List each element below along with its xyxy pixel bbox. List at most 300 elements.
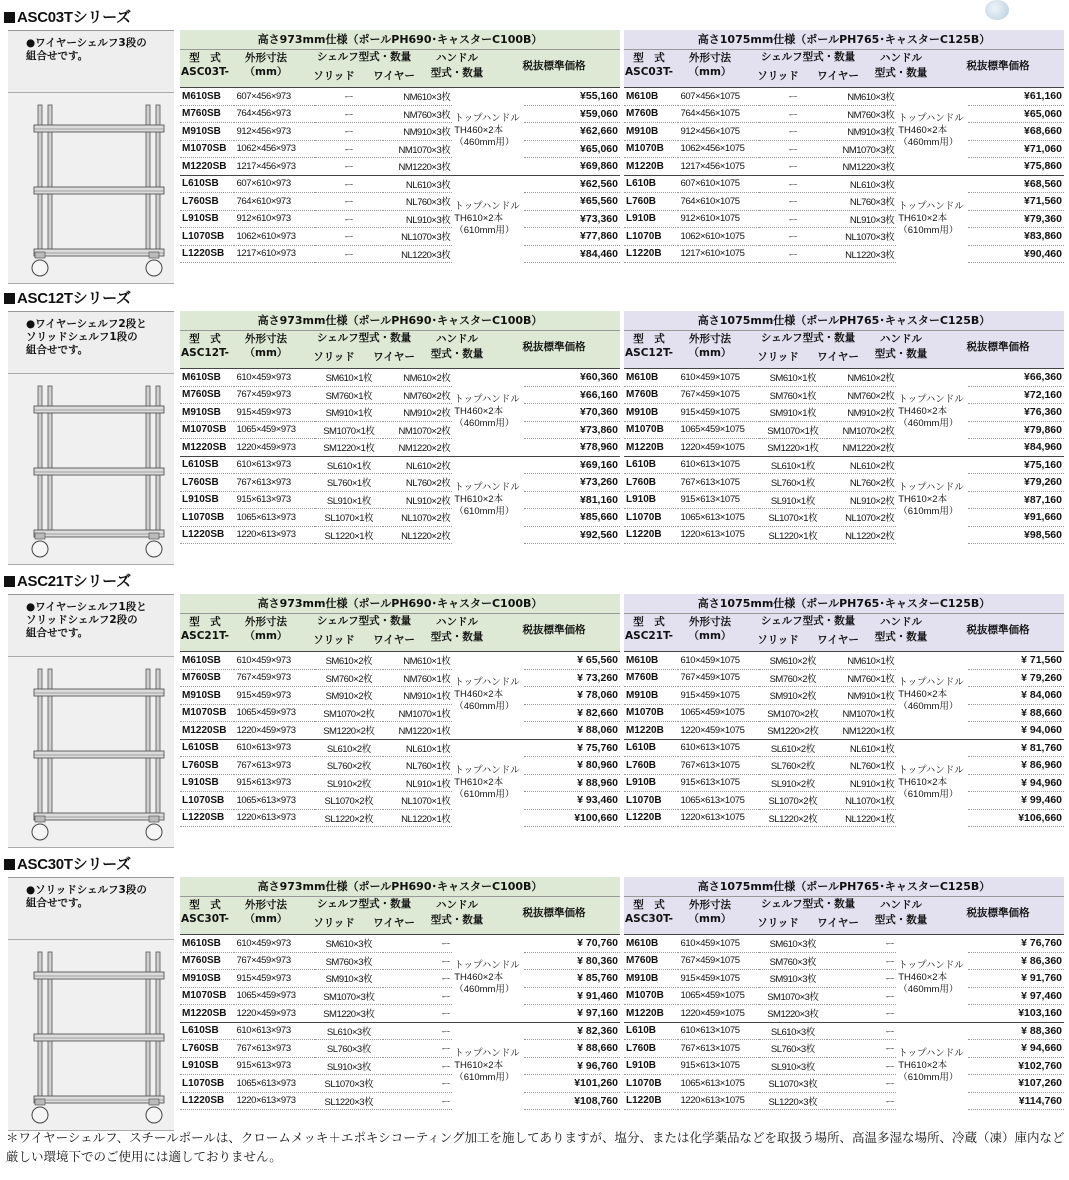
price: ¥ 88,960 [524,774,620,792]
dimensions: 610×613×1075 [678,1022,759,1040]
wire-shelf: NM760×1枚 [383,669,453,687]
solid-shelf: SM760×2枚 [759,669,827,687]
handle-spec: トップハンドル TH610×2本 （610mm用） [896,1022,968,1110]
table-row [624,809,1064,827]
solid-shelf: SM1220×2枚 [315,722,383,740]
table-row [624,456,1064,474]
col-wire-header: ワイヤー [817,634,859,646]
dimensions: 610×613×973 [234,1022,315,1040]
col-price-header: 税抜標準価格 [522,341,586,353]
model-code: M760B [624,105,678,123]
table-row [180,1075,620,1093]
model-code: M760B [624,952,678,970]
col-handle-header: ハンドル [880,899,922,911]
model-code: L760SB [180,757,234,775]
model-code: L910SB [180,210,234,228]
solid-shelf: SL760×2枚 [315,757,383,775]
table-row [180,704,620,722]
price: ¥ 88,660 [968,704,1064,722]
dimensions: 767×613×973 [234,1040,315,1058]
price: ¥114,760 [968,1092,1064,1110]
price: ¥101,260 [524,1075,620,1093]
model-code: M1220B [624,158,678,176]
price: ¥70,360 [524,404,620,422]
solid-shelf: SM910×1枚 [315,404,383,422]
dimensions: 610×459×1075 [678,652,759,669]
wire-shelf: NM610×1枚 [383,652,453,669]
table-row [180,439,620,457]
model-code: L610SB [180,175,234,193]
model-code: M1220B [624,1005,678,1023]
dimensions: 767×613×973 [234,474,315,492]
solid-shelf: SL760×1枚 [315,474,383,492]
wire-shelf: NL1220×2枚 [383,526,453,544]
col-dim-header: （mm） [244,913,288,925]
price: ¥ 75,760 [524,739,620,757]
price: ¥91,660 [968,509,1064,527]
col-solid-header: ソリッド [757,70,799,82]
wire-shelf: ー [383,935,453,952]
model-code: M910SB [180,970,234,988]
table-row [180,722,620,740]
col-type-header: 型 式 [633,333,665,345]
model-code: M1220SB [180,158,234,176]
shelf-rack-illustration [8,657,174,847]
product-image [8,656,174,848]
col-type-header: ASC30T- [625,913,673,925]
table-row [624,228,1064,246]
table-row [624,193,1064,211]
col-price-header: 税抜標準価格 [522,624,586,636]
solid-shelf: ー [315,158,383,176]
left-spec-table [180,88,620,263]
wire-shelf: NM760×3枚 [383,105,453,123]
col-solid-header: ソリッド [757,634,799,646]
wire-shelf: NL1220×3枚 [383,245,453,263]
dimensions: 1220×613×1075 [678,526,759,544]
model-code: M610B [624,652,678,669]
wire-shelf: NM760×1枚 [827,669,897,687]
table-row [624,935,1064,952]
table-row [180,652,620,669]
dimensions: 607×456×973 [234,88,315,105]
price: ¥78,960 [524,439,620,457]
col-handle-header: ハンドル [436,52,478,64]
wire-shelf: ー [827,935,897,952]
description-line: ●ソリッドシェルフ3段の [26,884,147,896]
dimensions: 1220×459×1075 [678,1005,759,1023]
price: ¥ 97,460 [968,987,1064,1005]
dimensions: 767×613×1075 [678,757,759,775]
model-code: M1220SB [180,1005,234,1023]
solid-shelf: SM1070×1枚 [315,421,383,439]
col-wire-header: ワイヤー [817,70,859,82]
col-wire-header: ワイヤー [373,70,415,82]
right-spec-header: 高さ1075mm仕様（ポールPH765･キャスターC125B） [624,30,1064,49]
dimensions: 1065×459×973 [234,987,315,1005]
solid-shelf: SM1070×2枚 [315,704,383,722]
col-solid-header: ソリッド [313,634,355,646]
dimensions: 912×610×973 [234,210,315,228]
wire-shelf: NM910×3枚 [383,123,453,141]
dimensions: 1220×459×973 [234,439,315,457]
model-code: M910SB [180,687,234,705]
model-code: M760SB [180,952,234,970]
solid-shelf: SL1220×2枚 [315,809,383,827]
model-code: L760SB [180,1040,234,1058]
dimensions: 915×459×973 [234,970,315,988]
model-code: L760B [624,474,678,492]
logo-icon [985,0,1009,20]
wire-shelf: NL1070×1枚 [383,792,453,810]
table-row [624,439,1064,457]
wire-shelf: NM760×2枚 [383,386,453,404]
wire-shelf: NL760×2枚 [383,474,453,492]
model-code: M1070SB [180,140,234,158]
price: ¥ 71,560 [968,652,1064,669]
price: ¥61,160 [968,88,1064,105]
col-type-header: 型 式 [189,899,221,911]
model-code: L610SB [180,456,234,474]
col-type-header: ASC12T- [181,347,229,359]
wire-shelf: NL1070×3枚 [383,228,453,246]
table-row [624,1040,1064,1058]
dimensions: 1217×456×973 [234,158,315,176]
table-row [180,210,620,228]
col-handle-header: 型式・数量 [874,348,928,360]
model-code: M610B [624,935,678,952]
table-row [180,404,620,422]
description-line: ●ワイヤーシェルフ2段と [26,318,147,330]
solid-shelf: SM760×1枚 [759,386,827,404]
footnote: ＊ワイヤーシェルフ、スチールポールは、クロームメッキ＋エポキシコーティング加工を施してありますが、塩分、または化学薬品などを取扱う場所、高温多湿な場所、冷蔵（凍）庫内など厳しい環境下でのご使用には適しておりません。 [6,1130,1065,1164]
left-spec-header: 高さ973mm仕様（ポールPH690･キャスターC100B） [180,877,620,896]
solid-shelf: SL1070×1枚 [759,509,827,527]
price: ¥ 80,360 [524,952,620,970]
wire-shelf: NM760×3枚 [827,105,897,123]
table-row [180,526,620,544]
wire-shelf: NM1220×3枚 [827,158,897,176]
model-code: M910B [624,123,678,141]
price: ¥73,360 [524,210,620,228]
col-handle-header: ハンドル [880,333,922,345]
dimensions: 1065×613×973 [234,509,315,527]
table-row [624,123,1064,141]
solid-shelf: ー [315,245,383,263]
solid-shelf: SL610×1枚 [315,456,383,474]
col-type-header: ASC03T- [625,66,673,78]
wire-shelf: ー [383,1040,453,1058]
table-row [624,704,1064,722]
model-code: L760SB [180,474,234,492]
wire-shelf: NL610×2枚 [827,456,897,474]
table-row [180,1092,620,1110]
right-spec-header: 高さ1075mm仕様（ポールPH765･キャスターC125B） [624,311,1064,330]
price: ¥ 82,360 [524,1022,620,1040]
dimensions: 1220×459×1075 [678,722,759,740]
solid-shelf: ー [315,193,383,211]
model-code: M760B [624,669,678,687]
price: ¥ 88,060 [524,722,620,740]
price: ¥ 91,760 [968,970,1064,988]
model-code: L1070B [624,228,678,246]
dimensions: 1220×613×1075 [678,1092,759,1110]
wire-shelf: ー [827,952,897,970]
product-image [8,92,174,284]
solid-shelf: SM1070×2枚 [759,704,827,722]
dimensions: 1065×613×973 [234,792,315,810]
price: ¥ 81,760 [968,739,1064,757]
dimensions: 1220×613×973 [234,526,315,544]
dimensions: 1065×459×1075 [678,421,759,439]
series-description [8,594,174,656]
solid-shelf: ー [759,88,827,105]
price: ¥106,660 [968,809,1064,827]
col-type-header: 型 式 [633,52,665,64]
wire-shelf: NM1220×1枚 [383,722,453,740]
description-line: ソリッドシェルフ1段の [26,331,138,343]
price: ¥87,160 [968,491,1064,509]
wire-shelf: NL910×3枚 [827,210,897,228]
dimensions: 610×459×973 [234,652,315,669]
model-code: M610B [624,88,678,105]
handle-spec: トップハンドル TH460×2本 （460mm用） [454,113,520,149]
price: ¥ 91,460 [524,987,620,1005]
col-handle-header: ハンドル [880,52,922,64]
price: ¥ 94,660 [968,1040,1064,1058]
table-row [624,509,1064,527]
model-code: M1070B [624,421,678,439]
model-code: M760SB [180,669,234,687]
wire-shelf: ー [383,987,453,1005]
wire-shelf: ー [827,1022,897,1040]
wire-shelf: ー [383,1075,453,1093]
model-code: M610B [624,369,678,386]
wire-shelf: NM610×2枚 [383,369,453,386]
dimensions: 1062×610×973 [234,228,315,246]
table-row [624,386,1064,404]
col-type-header: ASC21T- [625,630,673,642]
price: ¥ 93,460 [524,792,620,810]
table-row [624,158,1064,176]
price: ¥79,260 [968,474,1064,492]
model-code: L760B [624,1040,678,1058]
model-code: L1070B [624,792,678,810]
solid-shelf: SM760×1枚 [315,386,383,404]
table-row [624,369,1064,386]
model-code: M1220B [624,439,678,457]
wire-shelf: NL1220×1枚 [827,809,897,827]
col-shelf-header: シェルフ型式・数量 [760,51,856,63]
col-handle-header: ハンドル [436,616,478,628]
model-code: M610SB [180,369,234,386]
right-spec-table [624,88,1064,263]
solid-shelf: SL1220×3枚 [759,1092,827,1110]
wire-shelf: NL760×2枚 [827,474,897,492]
dimensions: 767×613×973 [234,757,315,775]
table-row [624,1092,1064,1110]
model-code: M910SB [180,404,234,422]
table-row [180,140,620,158]
dimensions: 1062×610×1075 [678,228,759,246]
table-row [180,970,620,988]
model-code: M1070SB [180,704,234,722]
table-row [624,491,1064,509]
price: ¥ 65,560 [524,652,620,669]
table-row [624,1022,1064,1040]
col-dim-header: （mm） [688,347,732,359]
wire-shelf: NL610×3枚 [827,175,897,193]
solid-shelf: SM760×3枚 [759,952,827,970]
wire-shelf: NM1220×2枚 [383,439,453,457]
col-handle-header: ハンドル [436,333,478,345]
series-title: ASC21Tシリーズ [4,570,131,591]
description-line: 組合せです。 [26,50,89,62]
table-row [624,1005,1064,1023]
dimensions: 610×613×973 [234,456,315,474]
price: ¥59,060 [524,105,620,123]
handle-spec: トップハンドル TH460×2本 （460mm用） [898,960,964,996]
col-dim-header: 外形寸法 [689,899,731,911]
wire-shelf: NL910×3枚 [383,210,453,228]
table-row [624,1057,1064,1075]
solid-shelf: SM760×2枚 [315,669,383,687]
wire-shelf: NL1220×2枚 [827,526,897,544]
price: ¥65,560 [524,193,620,211]
dimensions: 607×456×1075 [678,88,759,105]
wire-shelf: ー [383,1092,453,1110]
solid-shelf: SM1220×3枚 [315,1005,383,1023]
col-type-header: 型 式 [633,899,665,911]
wire-shelf: NM1220×3枚 [383,158,453,176]
solid-shelf: ー [315,228,383,246]
handle-spec: トップハンドル TH610×2本 （610mm用） [452,175,524,263]
table-row [180,193,620,211]
price: ¥84,960 [968,439,1064,457]
col-dim-header: 外形寸法 [245,333,287,345]
col-solid-header: ソリッド [313,351,355,363]
solid-shelf: SM1220×2枚 [759,722,827,740]
solid-shelf: SM910×1枚 [759,404,827,422]
model-code: L1220SB [180,245,234,263]
dimensions: 1062×456×973 [234,140,315,158]
price: ¥83,860 [968,228,1064,246]
price: ¥77,860 [524,228,620,246]
table-row [180,158,620,176]
col-price-header: 税抜標準価格 [966,624,1030,636]
wire-shelf: NL1070×1枚 [827,792,897,810]
wire-shelf: ー [383,952,453,970]
solid-shelf: SL760×3枚 [315,1040,383,1058]
description-line: 組合せです。 [26,627,89,639]
col-handle-header: 型式・数量 [874,914,928,926]
col-handle-header: ハンドル [880,616,922,628]
price: ¥92,560 [524,526,620,544]
wire-shelf: NM610×2枚 [827,369,897,386]
dimensions: 1220×459×973 [234,722,315,740]
solid-shelf: SL610×2枚 [315,739,383,757]
col-type-header: 型 式 [189,616,221,628]
price: ¥85,660 [524,509,620,527]
model-code: L910B [624,491,678,509]
price: ¥73,860 [524,421,620,439]
price: ¥98,560 [968,526,1064,544]
wire-shelf: ー [827,1075,897,1093]
solid-shelf: SM610×1枚 [759,369,827,386]
solid-shelf: ー [759,245,827,263]
model-code: M910B [624,404,678,422]
solid-shelf: ー [315,123,383,141]
table-row [180,669,620,687]
table-row [624,105,1064,123]
wire-shelf: NL910×2枚 [827,491,897,509]
table-row [624,404,1064,422]
wire-shelf: NL910×2枚 [383,491,453,509]
dimensions: 767×613×1075 [678,1040,759,1058]
solid-shelf: SM610×1枚 [315,369,383,386]
handle-spec: トップハンドル TH610×2本 （610mm用） [896,175,968,263]
model-code: L1070SB [180,509,234,527]
col-type-header: ASC30T- [181,913,229,925]
wire-shelf: ー [383,1057,453,1075]
wire-shelf: NM760×2枚 [827,386,897,404]
solid-shelf: ー [759,210,827,228]
wire-shelf: NM910×3枚 [827,123,897,141]
wire-shelf: NL1070×3枚 [827,228,897,246]
table-row [180,175,620,193]
table-row [180,687,620,705]
price: ¥ 96,760 [524,1057,620,1075]
table-row [180,105,620,123]
price: ¥71,560 [968,193,1064,211]
col-type-header: ASC03T- [181,66,229,78]
model-code: L760SB [180,193,234,211]
table-row [624,210,1064,228]
wire-shelf: NL1220×3枚 [827,245,897,263]
table-row [180,987,620,1005]
dimensions: 912×610×1075 [678,210,759,228]
price: ¥69,860 [524,158,620,176]
solid-shelf: SL610×3枚 [759,1022,827,1040]
model-code: M1220SB [180,722,234,740]
price: ¥84,460 [524,245,620,263]
description-line: 組合せです。 [26,344,89,356]
price: ¥76,360 [968,404,1064,422]
wire-shelf: NM1220×1枚 [827,722,897,740]
solid-shelf: SM910×3枚 [315,970,383,988]
col-type-header: ASC21T- [181,630,229,642]
right-spec-table [624,935,1064,1110]
table-row [180,421,620,439]
model-code: L1070SB [180,228,234,246]
handle-spec: トップハンドル TH460×2本 （460mm用） [898,113,964,149]
solid-shelf: SL910×1枚 [759,491,827,509]
col-type-header: ASC12T- [625,347,673,359]
dimensions: 1217×456×1075 [678,158,759,176]
col-price-header: 税抜標準価格 [966,341,1030,353]
price: ¥ 86,960 [968,757,1064,775]
wire-shelf: NL1070×2枚 [827,509,897,527]
dimensions: 915×459×973 [234,404,315,422]
solid-shelf: SM610×2枚 [315,652,383,669]
table-row [180,491,620,509]
table-row [180,1022,620,1040]
dimensions: 915×613×1075 [678,1057,759,1075]
handle-spec: トップハンドル TH460×2本 （460mm用） [898,677,964,713]
wire-shelf: NL910×1枚 [827,774,897,792]
solid-shelf: SL910×2枚 [759,774,827,792]
table-row [624,757,1064,775]
